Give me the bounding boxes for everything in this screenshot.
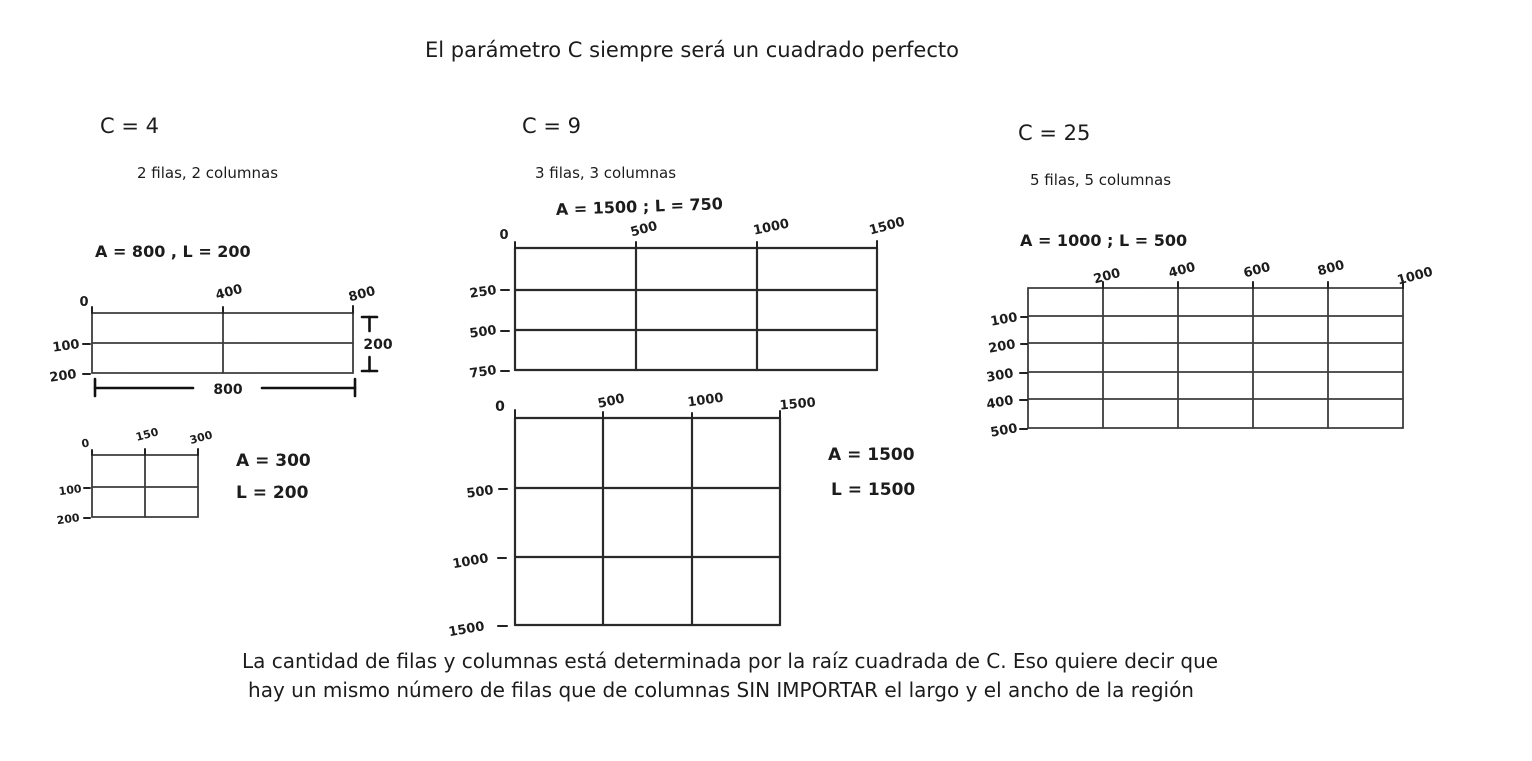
section-c9 (447, 114, 915, 640)
c4-grid1-height-dimension (362, 317, 393, 371)
c9-grid2-lines (498, 410, 780, 626)
x-axis-label: 0 (80, 436, 91, 451)
y-axis-label: 200 (987, 337, 1017, 357)
c4-grid1-lines (83, 306, 353, 374)
x-axis-label: 400 (214, 281, 245, 304)
y-axis-label: 400 (985, 393, 1015, 413)
c25-grid1-axis-labels (985, 258, 1434, 441)
c25-subheading: 5 filas, 5 columnas (1030, 171, 1172, 189)
y-axis-label: 500 (989, 421, 1019, 441)
c4-subheading: 2 filas, 2 columnas (137, 164, 279, 182)
x-axis-label: 800 (1316, 257, 1347, 280)
x-axis-label: 400 (1167, 259, 1198, 282)
c25-heading: C = 25 (1018, 121, 1091, 145)
c9-grid1-axis-labels (469, 215, 907, 382)
x-axis-label: 1000 (686, 390, 725, 411)
c9-grid2-axis-labels (447, 391, 816, 641)
c25-grid1-lines (1020, 281, 1403, 429)
y-axis-label: 500 (465, 483, 495, 502)
y-axis-label: 200 (48, 367, 78, 386)
section-c4 (49, 114, 393, 527)
c4-grid1-axis-labels (49, 282, 378, 386)
y-axis-label: 1000 (451, 551, 490, 573)
y-axis-label: 1500 (447, 619, 486, 641)
y-axis-label: 750 (468, 363, 498, 382)
x-axis-label: 0 (79, 295, 89, 310)
section-c25 (985, 121, 1434, 441)
c4-grid2-lines (84, 449, 198, 518)
y-axis-label: 200 (55, 511, 81, 528)
c9-subheading: 3 filas, 3 columnas (535, 164, 677, 182)
c4-grid2-axis-labels (56, 425, 214, 527)
x-axis-label: 0 (495, 399, 505, 415)
x-axis-label: 1000 (752, 216, 791, 239)
c9-heading: C = 9 (522, 114, 581, 138)
x-axis-label: 1500 (867, 214, 907, 239)
height-dimension-label: 200 (363, 337, 393, 353)
c9-grid2-param-l: L = 1500 (831, 480, 916, 500)
c4-grid1-params: A = 800 , L = 200 (95, 242, 251, 261)
c9-grid2-param-a: A = 1500 (828, 445, 915, 465)
c25-grid1-params: A = 1000 ; L = 500 (1020, 231, 1188, 250)
c4-heading: C = 4 (100, 114, 159, 138)
c4-grid2-param-a: A = 300 (236, 451, 311, 471)
c4-grid1-width-dimension (95, 379, 355, 398)
y-axis-label: 100 (51, 337, 81, 356)
c9-grid1-lines (501, 241, 877, 371)
footer-note (242, 649, 1218, 702)
y-axis-label: 300 (985, 366, 1015, 386)
y-axis-label: 250 (468, 283, 498, 302)
y-axis-label: 500 (468, 323, 498, 342)
x-axis-label: 1000 (1395, 264, 1435, 289)
x-axis-label: 1500 (779, 395, 817, 414)
footer-line-2: hay un mismo número de filas que de columnas SIN IMPORTAR el largo y el ancho de la región (248, 678, 1194, 702)
width-dimension-label: 800 (213, 382, 243, 398)
y-axis-label: 100 (989, 310, 1019, 330)
y-axis-label: 100 (57, 482, 83, 499)
x-axis-label: 0 (499, 228, 509, 243)
x-axis-label: 200 (1092, 265, 1123, 288)
x-axis-label: 600 (1242, 259, 1273, 282)
x-axis-label: 500 (596, 391, 627, 412)
x-axis-label: 150 (134, 425, 160, 444)
x-axis-label: 800 (347, 283, 378, 306)
c4-grid2-param-l: L = 200 (236, 483, 309, 503)
x-axis-label: 500 (629, 218, 660, 241)
page-title: El parámetro C siempre será un cuadrado perfecto (425, 38, 959, 62)
x-axis-label: 300 (188, 428, 214, 447)
c9-grid1-params: A = 1500 ; L = 750 (555, 194, 724, 219)
footer-line-1: La cantidad de filas y columnas está determinada por la raíz cuadrada de C. Eso quiere decir que (241, 649, 1219, 673)
